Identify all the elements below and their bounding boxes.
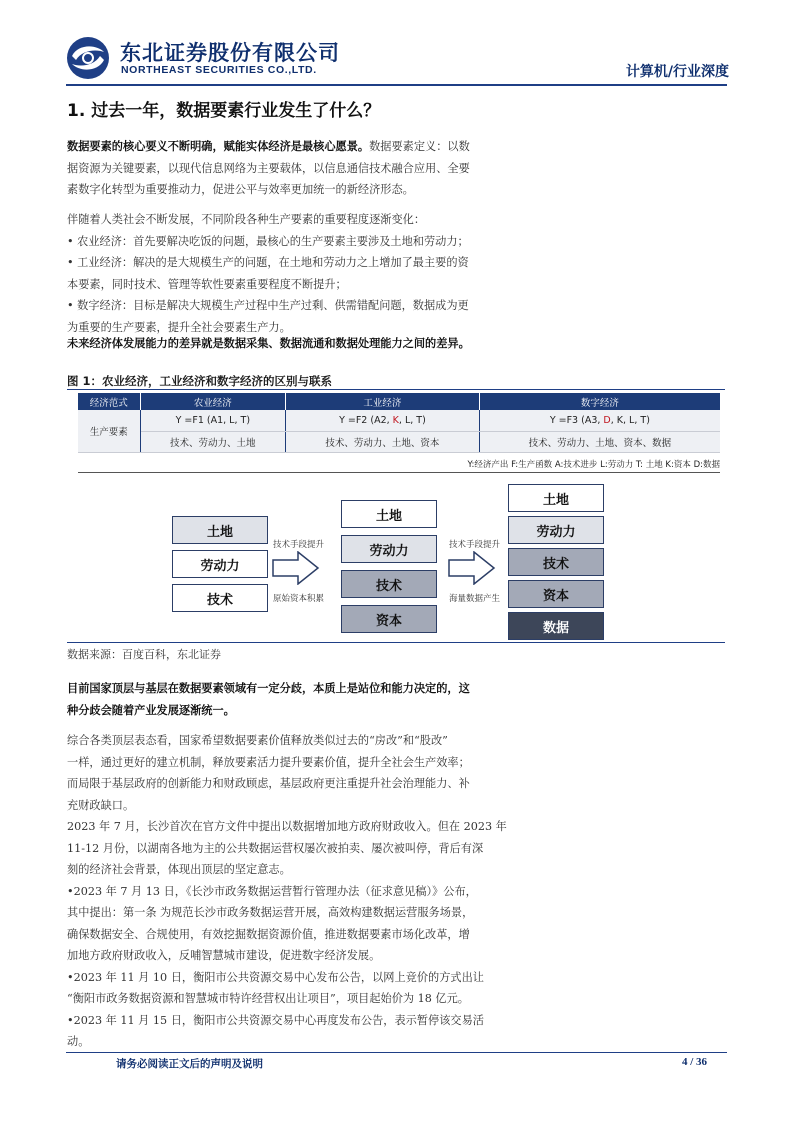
table-header-cell: 经济范式 [78,393,140,410]
divergence-line: 11-12 月份，以湖南各地为主的公共数据运营权屡次被拍卖、屡次被叫停，背后有深 [67,841,484,855]
table-row-label: 生产要素 [78,410,140,452]
arrow-right-icon [448,551,496,585]
figure-bottom-rule [67,642,725,643]
divergence-line: 充财政缺口。 [67,798,135,812]
divergence-line: “衡阳市政务数据资源和智慧城市特许经营权出让项目”，项目起始价为 18 亿元。 [67,992,469,1005]
ind-box-land: 土地 [341,500,437,528]
agri-box-labor: 劳动力 [172,550,268,578]
formula-text: , L, T) [398,414,426,426]
figure-title: 图 1：农业经济，工业经济和数字经济的区别与联系 [67,374,333,388]
divergence-lead [67,678,585,721]
agri-box-tech: 技术 [172,584,268,612]
intro-line: 素数字化转型为重要推动力，促进公平与效率更加统一的新经济形态。 [67,183,414,196]
header-divider [66,84,727,86]
divergence-line: 动。 [67,1035,90,1048]
intro-line: 数据要素定义：以数 [369,140,470,153]
formula-dig [479,410,720,431]
table-row [78,410,720,431]
figure-top-rule [67,389,725,390]
development-paragraph [67,209,585,338]
divergence-lead-line: 目前国家顶层与基层在数据要素领域有一定分歧，本质上是站位和能力决定的，这 [67,682,470,695]
capital-symbol: K [392,414,399,426]
highlight-sentence: 未来经济体发展能力的差异就是数据采集、数据流通和数据处理能力之间的差异。 [67,337,470,350]
factors-dig: 技术、劳动力、土地、资本、数据 [479,431,720,452]
divergence-line: 一样，通过更好的建立机制，释放要素活力提升要素价值，提升全社会生产效率； [67,755,470,769]
arrow1-top-label: 技术手段提升 [273,540,325,550]
divergence-lead-line: 种分歧会随着产业发展逐渐统一。 [67,703,235,717]
divergence-line: •2023 年 11 月 10 日，衡阳市公共资源交易中心发布公告，以网上竞价的方式出让 [67,970,484,984]
divergence-line: 其中提出：第一条 为规范长沙市政务数据运营开展，高效构建数据运营服务场景， [67,906,474,919]
report-category: 计算机/行业深度 [625,64,729,80]
company-logo [66,36,110,80]
dig-box-land: 土地 [508,484,604,512]
dig-box-data: 数据 [508,612,604,640]
footer-divider [66,1052,727,1053]
divergence-line: 加地方政府财政收入，反哺智慧城市建设，促进数字经济发展。 [67,949,381,962]
formula-text: , K, L, T) [610,414,650,426]
dig-box-labor: 劳动力 [508,516,604,544]
divergence-line: 2023 年 7 月，长沙首次在官方文件中提出以数据增加地方政府财政收入。但在 2023 年 [67,820,507,833]
intro-lead: 数据要素的核心要义不断明确，赋能实体经济是最核心愿景。 [67,140,370,153]
formula-ind [286,410,480,431]
table-row [78,431,720,452]
table-legend: Y:经济产出 F:生产函数 A:技术进步 L:劳动力 T: 土地 K:资本 D:数据 [467,460,720,470]
development-line: 本要素，同时技术、管理等软性要素重要程度不断提升； [67,277,347,291]
divergence-line: 确保数据安全、合规使用，有效挖掘数据资源价值，推进数据要素市场化改革，增 [67,927,470,941]
divergence-line: 而局限于基层政府的创新能力和财政顾虑，基层政府更注重提升社会治理能力、补 [67,777,470,790]
divergence-line: 刻的经济社会背景，体现出顶层的坚定意志。 [67,863,291,876]
company-name-cn: 东北证券股份有限公司 [120,41,340,65]
formula-text: Y =F2 (A2, [339,414,393,426]
divergence-line: •2023 年 7 月 13 日，《长沙市政务数据运营暂行管理办法（征求意见稿）》公布， [67,884,477,898]
section-title: 1. 过去一年，数据要素行业发生了什么？ [67,101,381,121]
development-line: 为重要的生产要素，提升全社会要素生产力。 [67,320,291,334]
divergence-line: •2023 年 11 月 15 日，衡阳市公共资源交易中心再度发布公告，表示暂停该交易活 [67,1013,484,1027]
formula-text: Y =F3 (A3, [549,414,604,426]
company-name-en: NORTHEAST SECURITIES CO.,LTD. [121,64,317,76]
page-number: 4 / 36 [681,1056,707,1068]
dig-box-capital: 资本 [508,580,604,608]
legend-divider [78,472,720,473]
arrow-right-icon [272,551,320,585]
divergence-paragraph [67,730,585,1053]
divergence-line: 综合各类顶层表态看，国家希望数据要素价值释放类似过去的“房改”和“股改” [67,734,448,747]
arrow1-bottom-label: 原始资本积累 [273,594,325,604]
table-header-cell: 农业经济 [140,393,286,410]
table-header-cell: 数字经济 [479,393,720,410]
arrow2-bottom-label: 海量数据产生 [449,594,501,604]
footer-disclaimer: 请务必阅读正文后的声明及说明 [116,1058,263,1070]
figure-source: 数据来源：百度百科，东北证券 [67,648,221,661]
agri-box-land: 土地 [172,516,268,544]
economy-comparison-table [78,393,720,453]
development-line: • 农业经济：首先要解决吃饭的问题，最核心的生产要素主要涉及土地和劳动力； [67,234,469,248]
dig-box-tech: 技术 [508,548,604,576]
intro-line: 据资源为关键要素，以现代信息网络为主要载体，以信息通信技术融合应用、全要 [67,161,470,175]
formula-agri: Y =F1 (A1, L, T) [140,410,286,431]
table-header-row [78,393,720,410]
ind-box-tech: 技术 [341,570,437,598]
ind-box-capital: 资本 [341,605,437,633]
development-line: 伴随着人类社会不断发展，不同阶段各种生产要素的重要程度逐渐变化： [67,213,426,226]
intro-paragraph [67,136,585,201]
factors-agri: 技术、劳动力、土地 [140,431,286,452]
factors-ind: 技术、劳动力、土地、资本 [286,431,480,452]
development-line: • 数字经济：目标是解决大规模生产过程中生产过剩、供需错配问题，数据成为更 [67,299,469,312]
ind-box-labor: 劳动力 [341,535,437,563]
table-header-cell: 工业经济 [286,393,480,410]
arrow2-top-label: 技术手段提升 [449,540,501,550]
data-symbol: D [603,414,611,426]
development-line: • 工业经济：解决的是大规模生产的问题，在土地和劳动力之上增加了最主要的资 [67,256,469,269]
